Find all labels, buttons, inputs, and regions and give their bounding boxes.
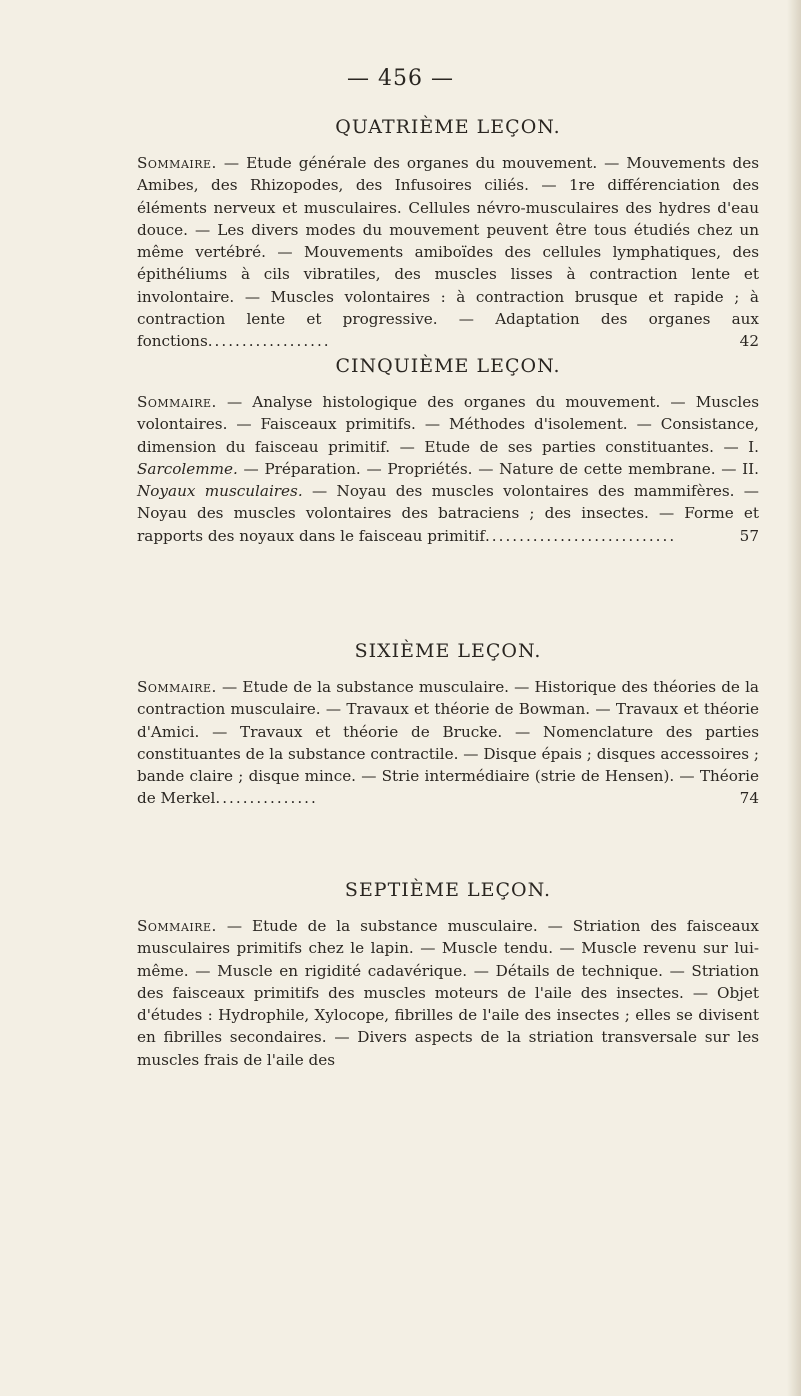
summary-text: — Préparation. — Propriétés. — Nature de cette membrane. — II. (237, 459, 759, 478)
summary-label: Sommaire. (137, 393, 217, 411)
lesson-summary (137, 152, 759, 353)
lesson-title: CINQUIÈME LEÇON. (335, 355, 561, 377)
summary-label: Sommaire. (137, 678, 217, 696)
summary-italic-term: Sarcolemme. (137, 459, 238, 478)
summary-label: Sommaire. (137, 154, 217, 172)
page-reference: 42 (739, 332, 759, 351)
page-number: — 456 — (347, 66, 454, 91)
lesson-summary (137, 915, 759, 1071)
lesson-septieme (137, 879, 759, 1071)
summary-text: — Etude générale des organes du mouvement. — Mouvements des Amibes, des Rhizopodes, des Infusoires ciliés. — 1re différenciation des éléments nerveux et musculaires. Cellules névro-musculaires des hydres d'eau douce. — Les divers modes du mouvement peuvent être tous étudiés chez un même vertébré. — Mouvements amiboïdes des cellules lymphatiques, des épithéliums à cils vibratiles, des muscles lisses à contraction lente et involontaire. — Muscles volontaires : à contraction brusque et rapide ; à contraction lente et progressive. — Adaptation des organes aux fonctions (137, 154, 759, 351)
summary-text: — Noyau des muscles volontaires des mammifères. — Noyau des muscles volontaires des batraciens ; des insectes. — Forme et rapports des noyaux dans le faisceau primitif (137, 482, 759, 545)
summary-text: — Etude de la substance musculaire. — Historique des théories de la contraction musculaire. — Travaux et théorie de Bowman. — Travaux et théorie d'Amici. — Travaux et théorie de Brucke. — Nomenclature des parties constituantes de la substance contractile. — Disque épais ; disques accessoires ; bande claire ; disque mince. — Strie intermédiaire (strie de Hensen). — Théorie de Merkel (137, 678, 759, 808)
lesson-quatrieme (137, 116, 759, 353)
summary-italic-term: Noyaux musculaires. (137, 482, 303, 501)
lesson-title: SIXIÈME LEÇON. (354, 640, 542, 662)
summary-text: — Analyse histologique des organes du mouvement. — Muscles volontaires. — Faisceaux primitifs. — Méthodes d'isolement. — Consistance, dimension du faisceau primitif. — Etude de ses parties constituantes. — I. (137, 393, 759, 456)
lesson-summary (137, 391, 759, 547)
lesson-title: SEPTIÈME LEÇON. (344, 879, 552, 901)
page-reference: 74 (739, 789, 759, 808)
lesson-cinquieme (137, 355, 759, 547)
lesson-sixieme (137, 640, 759, 810)
dot-leaders: ............................ (484, 526, 677, 545)
lesson-summary (137, 676, 759, 810)
summary-text: — Etude de la substance musculaire. — Striation des faisceaux musculaires primitifs chez le lapin. — Muscle tendu. — Muscle revenu sur lui-même. — Muscle en rigidité cadavérique. — Détails de technique. — Striation des faisceaux primitifs des muscles moteurs de l'aile des insectes. — Objet d'études : Hydrophile, Xylocope, fibrilles de l'aile des insectes ; elles se divisent en fibrilles secondaires. — Divers aspects de la striation transversale sur les muscles frais de l'aile des (137, 917, 759, 1069)
dot-leaders: ............... (215, 789, 318, 808)
summary-label: Sommaire. (137, 917, 217, 935)
page-edge-shadow (787, 0, 801, 1396)
page-reference: 57 (739, 526, 759, 545)
dot-leaders: .................. (207, 332, 331, 351)
lesson-title: QUATRIÈME LEÇON. (335, 116, 561, 138)
